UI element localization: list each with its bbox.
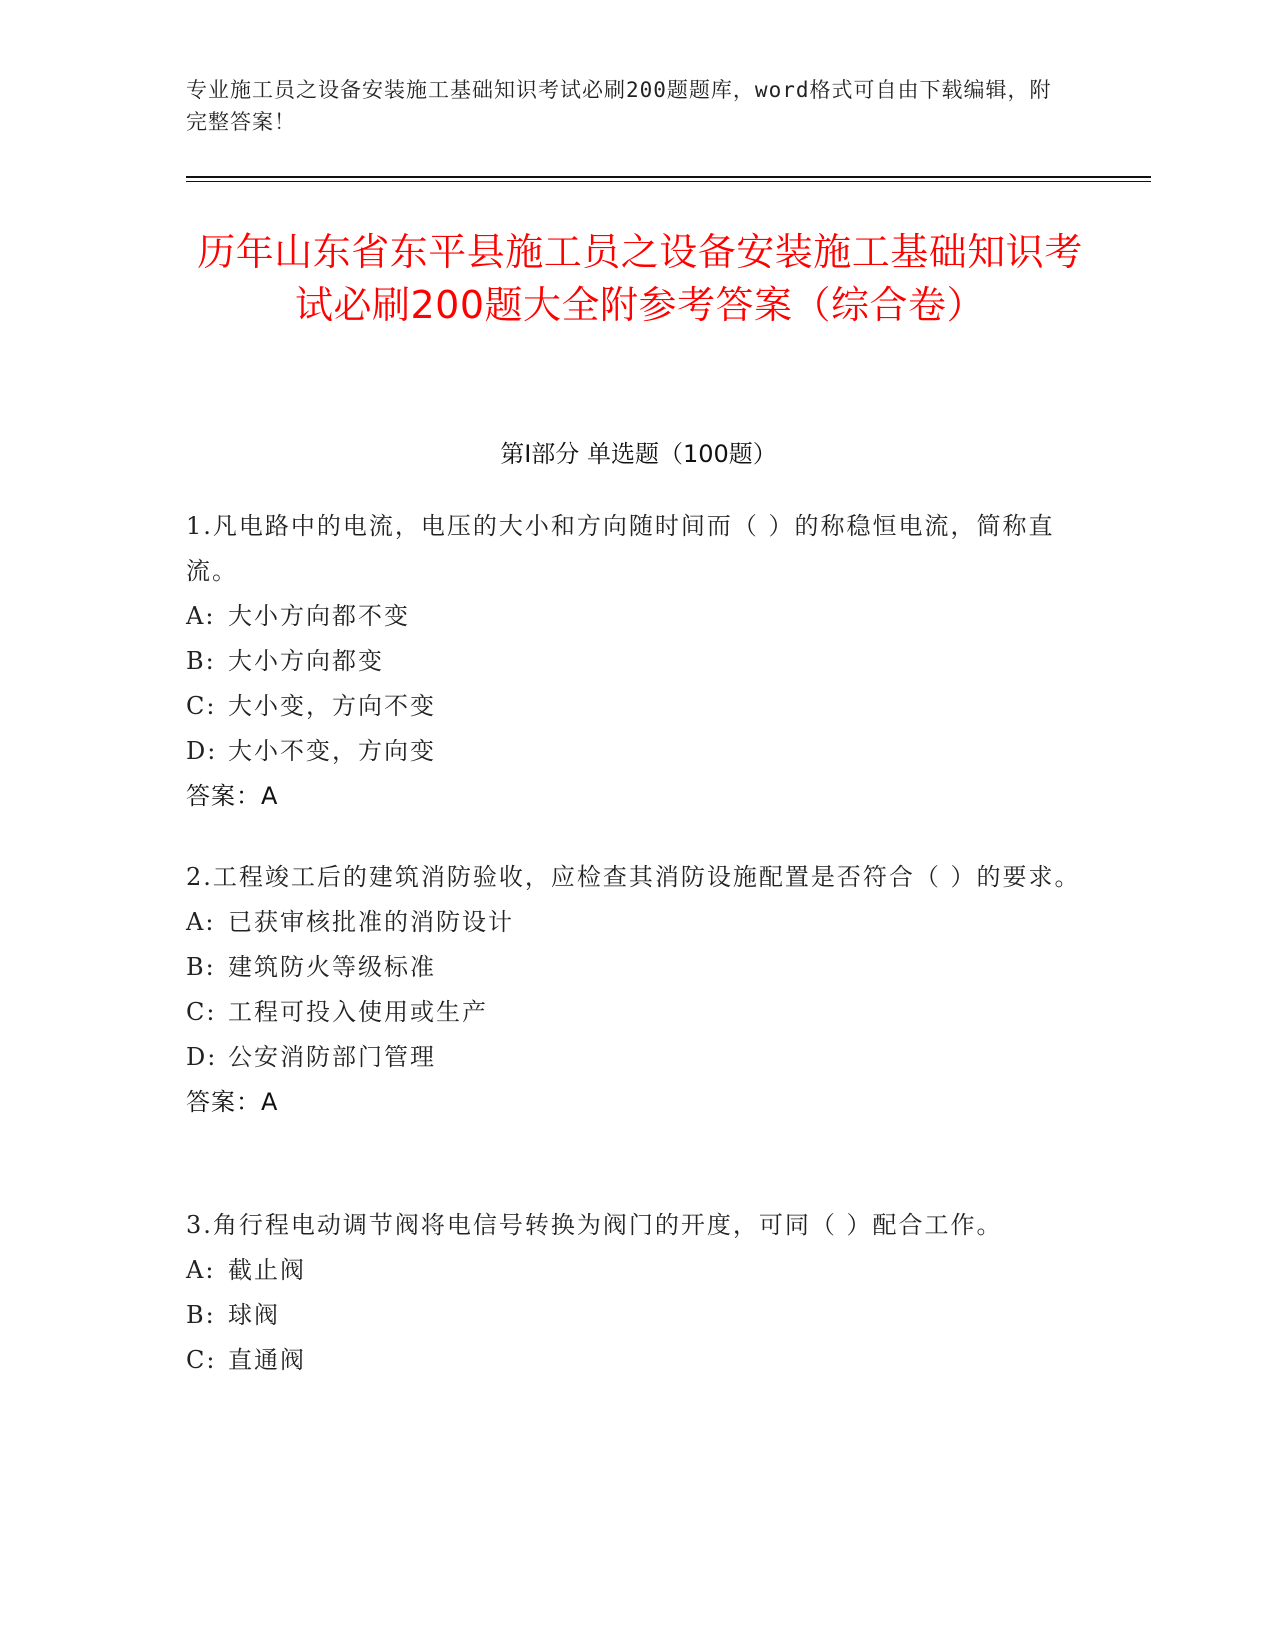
option-c bbox=[186, 990, 1086, 1035]
option-a bbox=[186, 594, 1086, 639]
option-a bbox=[186, 1248, 1086, 1293]
option-text: 已获审核批准的消防设计 bbox=[228, 908, 514, 936]
option-key: B: bbox=[186, 647, 216, 675]
answer-line: 答案：A bbox=[186, 1088, 279, 1116]
question-stem: 2.工程竣工后的建筑消防验收，应检查其消防设施配置是否符合（ ）的要求。 bbox=[186, 863, 1081, 891]
header-divider-thick bbox=[186, 176, 1151, 178]
option-text: 大小方向都变 bbox=[228, 647, 384, 675]
option-key: C: bbox=[186, 692, 217, 720]
option-key: B: bbox=[186, 1301, 216, 1329]
question-block-2 bbox=[186, 855, 1086, 1125]
option-text: 公安消防部门管理 bbox=[228, 1043, 436, 1071]
option-text: 工程可投入使用或生产 bbox=[228, 998, 488, 1026]
option-key: B: bbox=[186, 953, 216, 981]
option-text: 球阀 bbox=[228, 1301, 280, 1329]
option-key: A: bbox=[186, 602, 216, 630]
option-key: D: bbox=[186, 1043, 218, 1071]
answer-line: 答案：A bbox=[186, 782, 279, 810]
option-key: C: bbox=[186, 998, 217, 1026]
option-key: A: bbox=[186, 1256, 216, 1284]
option-text: 大小方向都不变 bbox=[228, 602, 410, 630]
option-key: C: bbox=[186, 1346, 217, 1374]
option-b bbox=[186, 1293, 1086, 1338]
question-block-3 bbox=[186, 1203, 1086, 1383]
option-c bbox=[186, 1338, 1086, 1383]
question-stem: 1.凡电路中的电流，电压的大小和方向随时间而（ ）的称稳恒电流，简称直流。 bbox=[186, 512, 1055, 585]
header-divider-thin bbox=[186, 181, 1151, 182]
option-text: 大小变，方向不变 bbox=[228, 692, 436, 720]
option-key: A: bbox=[186, 908, 216, 936]
option-text: 大小不变，方向变 bbox=[228, 737, 436, 765]
option-d bbox=[186, 729, 1086, 774]
question-stem: 3.角行程电动调节阀将电信号转换为阀门的开度，可同（ ）配合工作。 bbox=[186, 1211, 1003, 1239]
option-b bbox=[186, 945, 1086, 990]
option-b bbox=[186, 639, 1086, 684]
option-text: 直通阀 bbox=[228, 1346, 306, 1374]
option-text: 截止阀 bbox=[228, 1256, 306, 1284]
option-a bbox=[186, 900, 1086, 945]
option-key: D: bbox=[186, 737, 218, 765]
option-d bbox=[186, 1035, 1086, 1080]
option-c bbox=[186, 684, 1086, 729]
header-note: 专业施工员之设备安装施工基础知识考试必刷200题题库，word格式可自由下载编辑，附完整答案！ bbox=[186, 78, 1052, 134]
question-block-1 bbox=[186, 504, 1086, 819]
section-title: 第Ⅰ部分 单选题（100题） bbox=[500, 440, 777, 468]
option-text: 建筑防火等级标准 bbox=[228, 953, 436, 981]
document-title: 历年山东省东平县施工员之设备安装施工基础知识考试必刷200题大全附参考答案（综合卷） bbox=[197, 230, 1083, 327]
